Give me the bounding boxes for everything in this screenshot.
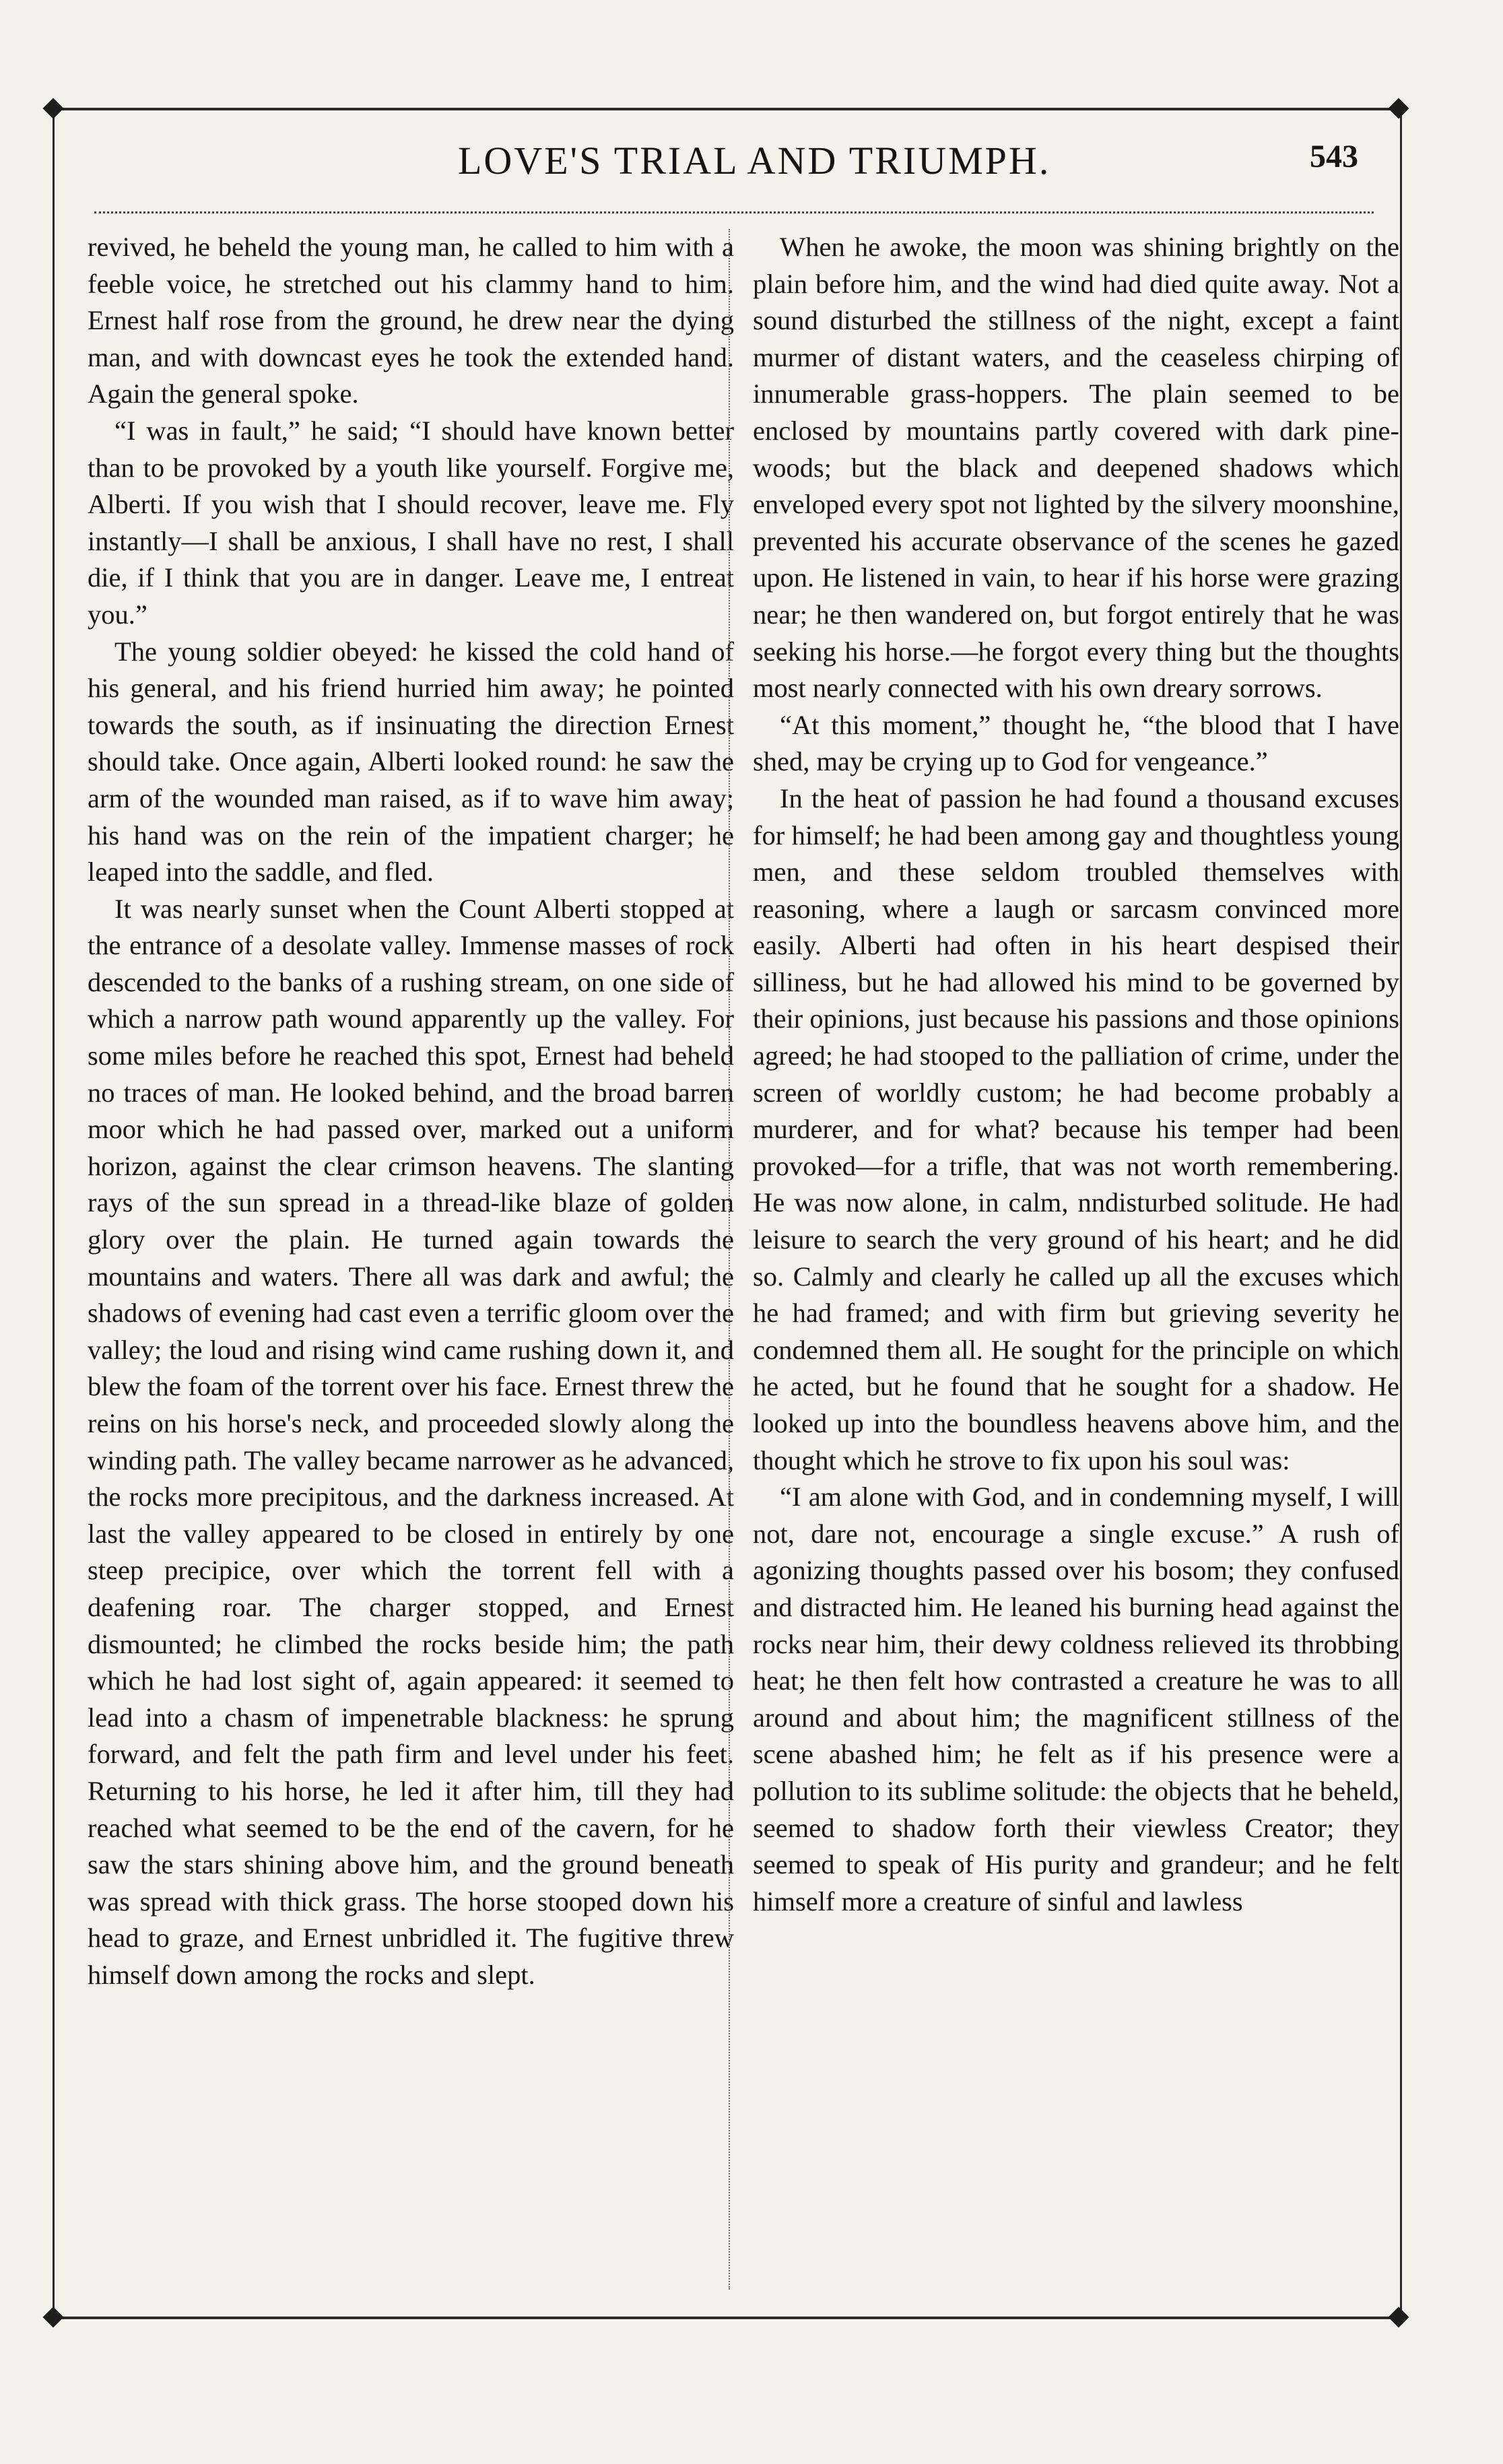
paragraph: “I was in fault,” he said; “I should have known better than to be provoked by a youth like yourself. Forgive me, Alberti. If you wish that I should recover, leave me. Fly instantly—I shall be anxious, I shall have no rest, I shall die, if I think that you are in danger. Leave me, I entreat you.” <box>88 415 734 630</box>
paragraph: “At this moment,” thought he, “the blood that I have shed, may be crying up to God for vengeance.” <box>753 709 1399 777</box>
right-column <box>753 229 1399 1920</box>
top-border-rule <box>53 108 1399 110</box>
left-column <box>88 229 734 1994</box>
page-number: 543 <box>1310 139 1358 174</box>
column-divider <box>729 229 730 2290</box>
paragraph: revived, he beheld the young man, he called to him with a feeble voice, he stretched out his clammy hand to him. Ernest half rose from the ground, he drew near the dying man, and with downcast eyes he took the extended hand. Again the general spoke. <box>88 232 734 409</box>
bottom-border-rule <box>53 2317 1399 2319</box>
paragraph: When he awoke, the moon was shining brightly on the plain before him, and the wind had died quite away. Not a sound disturbed the stillness of the night, except a faint murmer of distant waters, and the ceaseless chirping of innumerable grass-hoppers. The plain seemed to be enclosed by mountains partly covered with dark pine-woods; but the black and deepened shadows which enveloped every spot not lighted by the silvery moonshine, prevented his accurate observance of the scenes he gazed upon. He listened in vain, to hear if his horse were grazing near; he then wandered on, but forgot entirely that he was seeking his horse.—he forgot every thing but the thoughts most nearly connected with his own dreary sorrows. <box>753 232 1399 704</box>
paragraph: It was nearly sunset when the Count Alberti stopped at the entrance of a desolate valley. Immense masses of rock descended to the banks of a rushing stream, on one side of which a narrow path wound apparently up the valley. For some miles before he reached this spot, Ernest had beheld no traces of man. He looked behind, and the broad barren moor which he had passed over, marked out a uniform horizon, against the clear crimson heavens. The slanting rays of the sun spread in a thread-like blaze of golden glory over the plain. He turned again towards the mountains and waters. There all was dark and awful; the shadows of evening had cast even a terrific gloom over the valley; the loud and rising wind came rushing down it, and blew the foam of the torrent over his face. Ernest threw the reins on his horse's neck, and proceeded slowly along the winding path. The valley became narrower as he advanced, the rocks more precipitous, and the darkness increased. At last the valley appeared to be closed in entirely by one steep precipice, over which the torrent fell with a deafening roar. The charger stopped, and Ernest dismounted; he climbed the rocks beside him; the path which he had lost sight of, again appeared: it seemed to lead into a chasm of impenetrable blackness: he sprung forward, and felt the path firm and level under his feet. Returning to his horse, he led it after him, till they had reached what seemed to be the end of the cavern, for he saw the stars shining above him, and the ground beneath was spread with thick grass. The horse stooped down his head to graze, and Ernest unbridled it. The fugitive threw himself down among the rocks and slept. <box>88 893 734 1990</box>
header-wavy-rule <box>94 202 1374 213</box>
paragraph: In the heat of passion he had found a thousand excuses for himself; he had been among gay and thoughtless young men, and these seldom troubled themselves with reasoning, where a laugh or sarcasm convinced more easily. Alberti had often in his heart despised their silliness, but he had allowed his mind to be governed by their opinions, just because his passions and those opinions agreed; he had stooped to the palliation of crime, under the screen of worldly custom; he had become probably a murderer, and for what? because his temper had been provoked—for a trifle, that was not worth remembering. He was now alone, in calm, nndisturbed solitude. He had leisure to search the very ground of his heart; and he did so. Calmly and clearly he called up all the excuses which he had framed; and with firm but grieving severity he condemned them all. He sought for the principle on which he acted, but he found that he sought for a shadow. He looked up into the boundless heavens above him, and the thought which he strove to fix upon his soul was: <box>753 783 1399 1475</box>
paragraph: “I am alone with God, and in condemning myself, I will not, dare not, encourage a single excuse.” A rush of agonizing thoughts passed over his bosom; they confused and distracted him. He leaned his burning head against the rocks near him, their dewy coldness relieved its throbbing heat; he then felt how contrasted a creature he was to all around and about him; the magnificent stillness of the scene abashed him; he felt as if his presence were a pollution to its sublime solitude: the objects that he beheld, seemed to shadow forth their viewless Creator; they seemed to speak of His purity and grandeur; and he felt himself more a creature of sinful and lawless <box>753 1481 1399 1917</box>
running-title: LOVE'S TRIAL AND TRIUMPH. <box>458 139 1051 182</box>
paragraph: The young soldier obeyed: he kissed the cold hand of his general, and his friend hurried him away; he pointed towards the south, as if insinuating the direction Ernest should take. Once again, Alberti looked round: he saw the arm of the wounded man raised, as if to wave him away; his hand was on the rein of the impatient charger; he leaped into the saddle, and fled. <box>88 636 734 888</box>
